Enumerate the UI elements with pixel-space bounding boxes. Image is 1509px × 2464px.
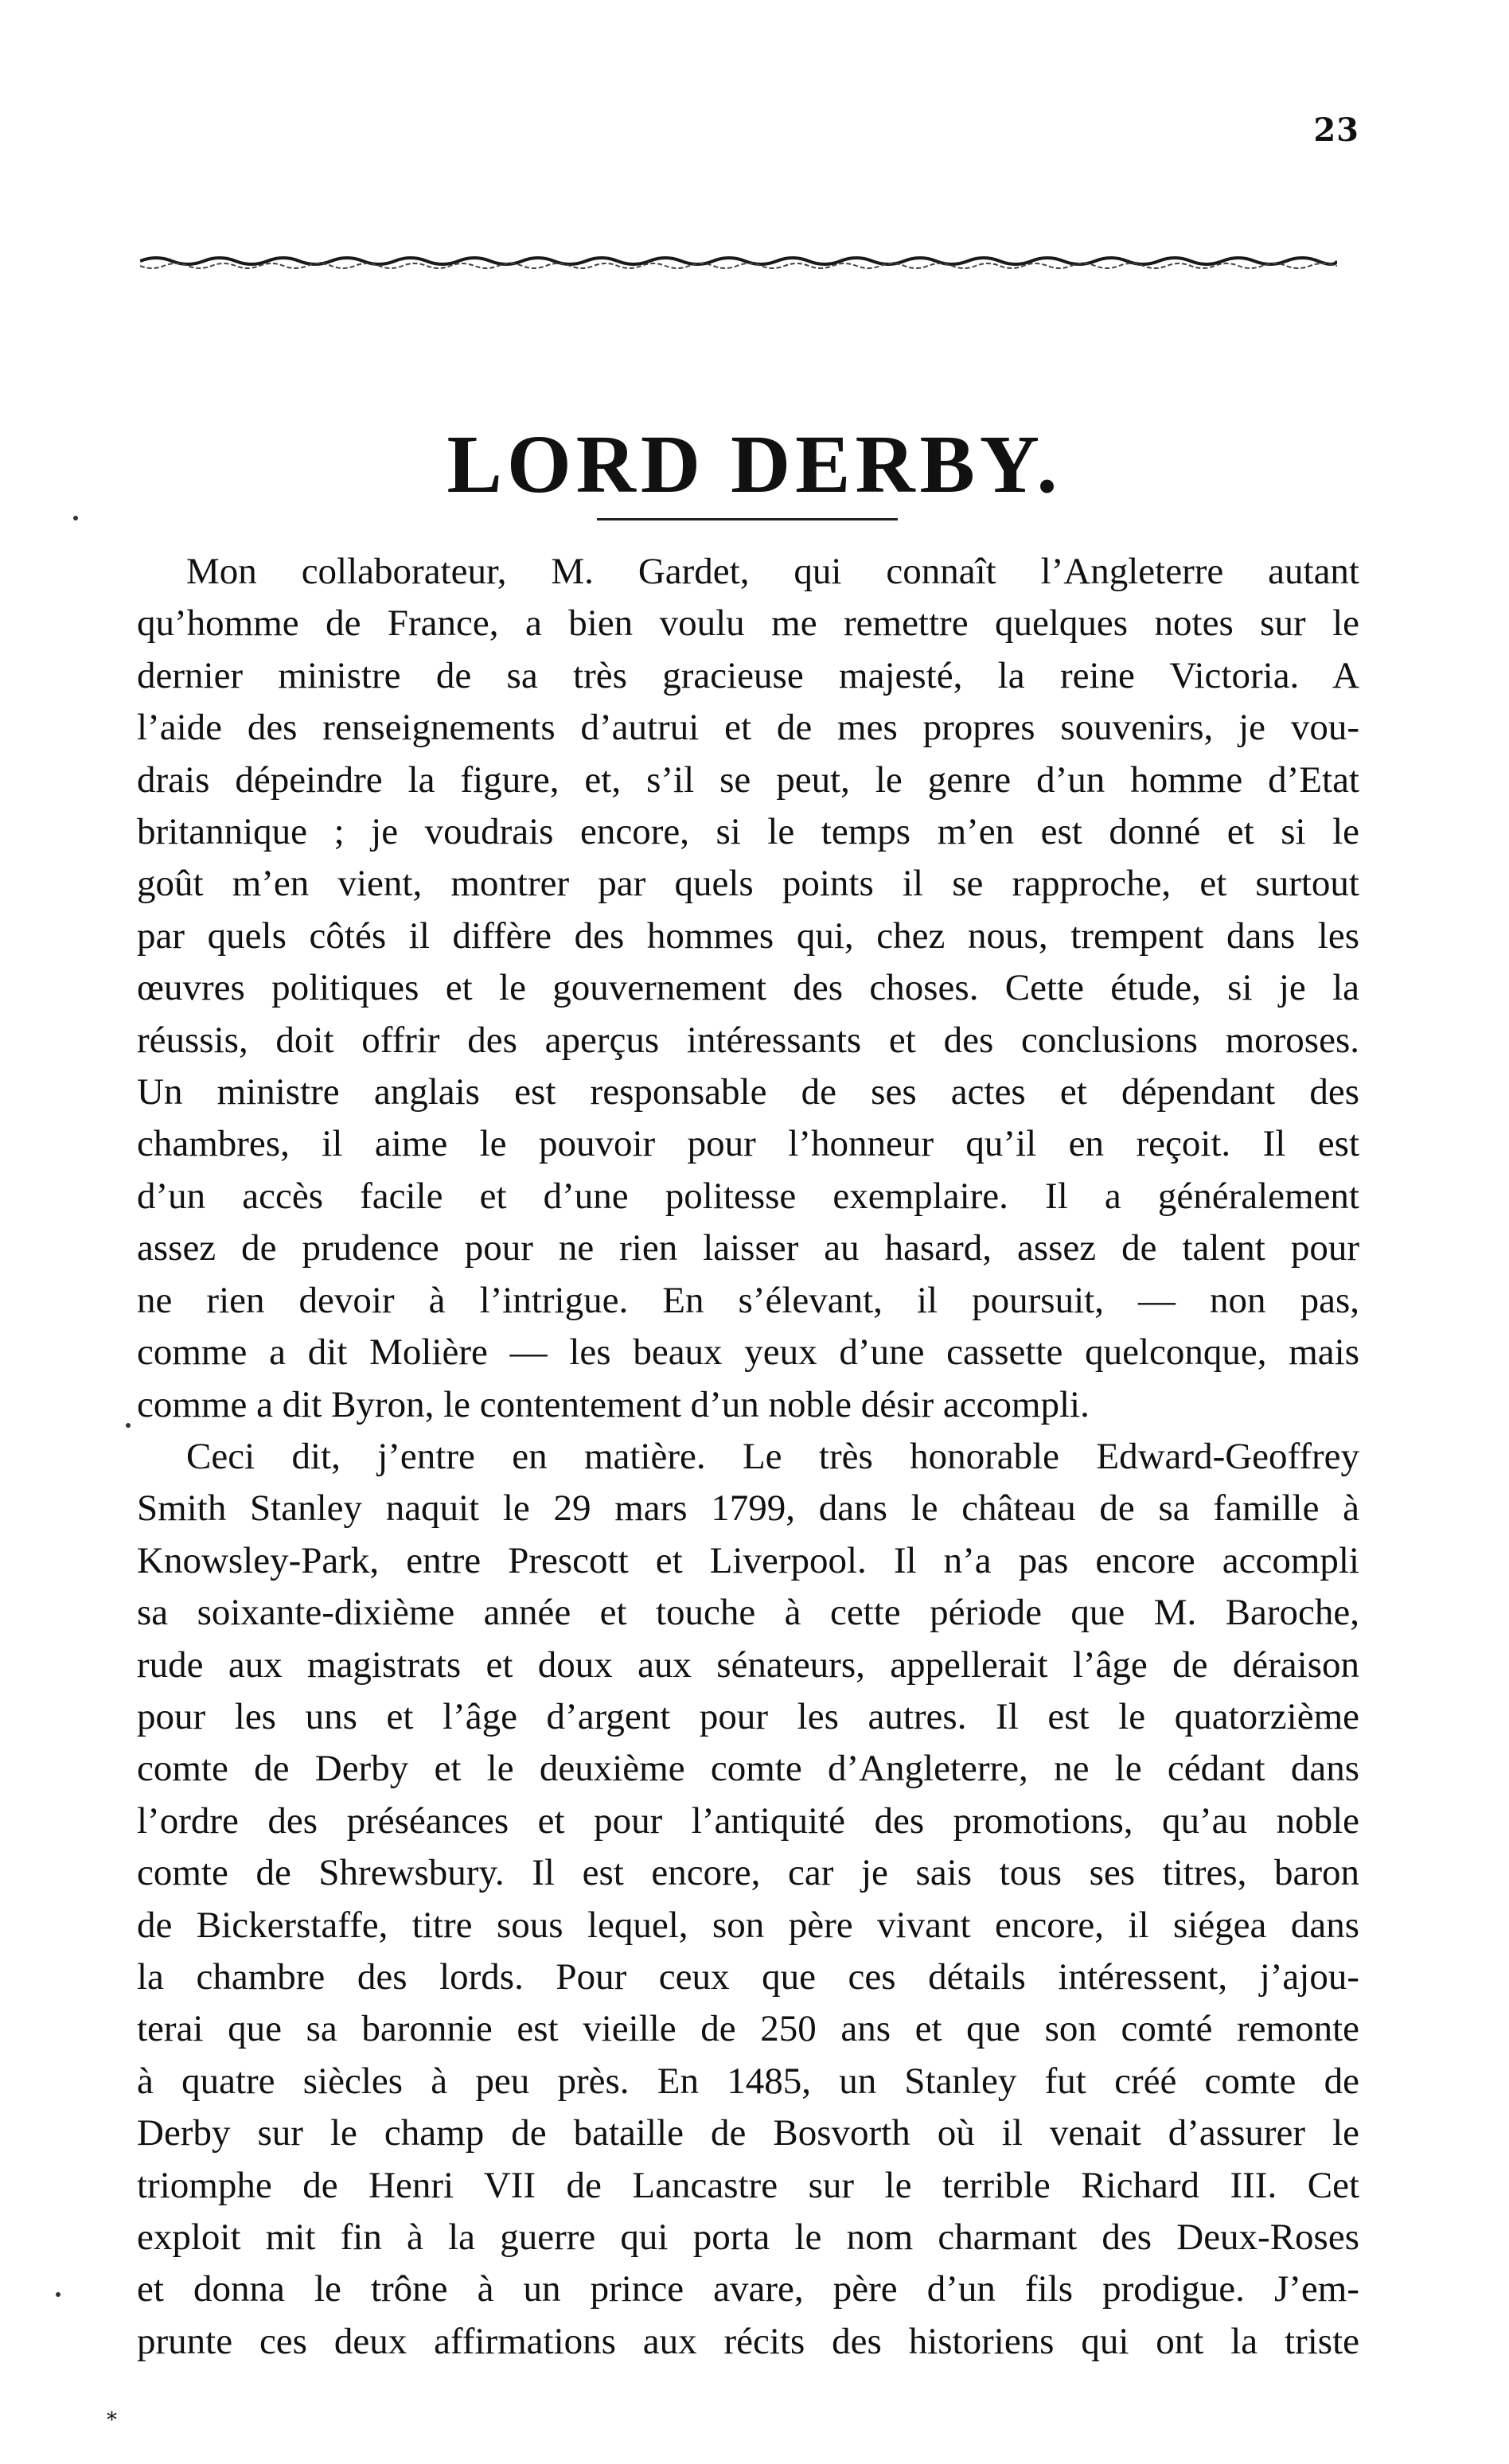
text-line: Un ministre anglais est responsable de ses actes et dépendant des [137,1071,1359,1113]
text-line: d’un accès facile et d’une politesse exemplaire. Il a généralement [137,1175,1359,1217]
text-line: ne rien devoir à l’intrigue. En s’élevant, il poursuit, — non pas, [137,1279,1359,1321]
text-line: terai que sa baronnie est vieille de 250 ans et que son comté remonte [137,2008,1359,2050]
text-line: l’aide des renseignements d’autrui et de mes propres souvenirs, je vou- [137,707,1359,749]
text-line: triomphe de Henri VII de Lancastre sur le terrible Richard III. Cet [137,2164,1359,2206]
text-line: rude aux magistrats et doux aux sénateurs, appellerait l’âge de déraison [137,1643,1359,1686]
title-underline-rule [597,518,898,520]
text-line: comme a dit Byron, le contentement d’un noble désir accompli. [137,1383,1090,1425]
footer-asterisk: * [107,2408,117,2432]
text-line: et donna le trône à un prince avare, père d’un fils prodigue. J’em- [137,2268,1359,2310]
text-line: Ceci dit, j’entre en matière. Le très honorable Edward-Geoffrey [186,1435,1359,1477]
body-text [137,546,1359,2368]
page-number: 23 [1313,111,1359,149]
text-line: Mon collaborateur, M. Gardet, qui connaît l’Angleterre autant [186,551,1359,592]
text-line: drais dépeindre la figure, et, s’il se peut, le genre d’un homme d’Etat [137,758,1359,801]
text-line: qu’homme de France, a bien voulu me remettre quelques notes sur le [137,602,1359,645]
text-line: sa soixante-dixième année et touche à cette période que M. Baroche, [137,1592,1359,1634]
text-line: comme a dit Molière — les beaux yeux d’une cassette quelconque, mais [137,1331,1359,1374]
text-line: la chambre des lords. Pour ceux que ces détails intéressent, j’ajou- [137,1955,1359,1998]
text-line: assez de prudence pour ne rien laisser au hasard, assez de talent pour [137,1227,1359,1269]
text-line: réussis, doit offrir des aperçus intéressants et des conclusions moroses. [137,1019,1359,1061]
text-line: britannique ; je voudrais encore, si le temps m’en est donné et si le [137,811,1359,853]
text-line: à quatre siècles à peu près. En 1485, un Stanley fut créé comte de [137,2060,1359,2102]
text-line: exploit mit fin à la guerre qui porta le nom charmant des Deux-Roses [137,2216,1359,2258]
chapter-title: LORD DERBY. [446,418,1063,510]
text-line: par quels côtés il diffère des hommes qui, chez nous, trempent dans les [137,914,1359,957]
text-line: prunte ces deux affirmations aux récits des historiens qui ont la triste [137,2320,1359,2362]
text-line: l’ordre des préséances et pour l’antiquité des promotions, qu’au noble [137,1799,1359,1842]
text-line: Smith Stanley naquit le 29 mars 1799, dans le château de sa famille à [137,1487,1359,1530]
text-line: Knowsley-Park, entre Prescott et Liverpool. Il n’a pas encore accompli [137,1539,1359,1581]
text-line: goût m’en vient, montrer par quels points il se rapproche, et surtout [137,863,1359,905]
text-line: pour les uns et l’âge d’argent pour les autres. Il est le quatorzième [137,1695,1359,1737]
header-wavy-rule [140,253,1337,274]
margin-speck [56,2292,60,2297]
margin-speck [126,1423,131,1428]
text-line: chambres, il aime le pouvoir pour l’honneur qu’il en reçoit. Il est [137,1123,1359,1165]
margin-speck [73,516,78,520]
text-line: œuvres politiques et le gouvernement des choses. Cette étude, si je la [137,967,1359,1009]
text-line: de Bickerstaffe, titre sous lequel, son père vivant encore, il siégea dans [137,1904,1359,1946]
text-line: Derby sur le champ de bataille de Bosvorth où il venait d’assurer le [137,2112,1359,2154]
text-line: dernier ministre de sa très gracieuse majesté, la reine Victoria. A [137,654,1359,696]
text-line: comte de Derby et le deuxième comte d’Angleterre, ne le cédant dans [137,1748,1359,1790]
text-line: comte de Shrewsbury. Il est encore, car je sais tous ses titres, baron [137,1852,1359,1894]
